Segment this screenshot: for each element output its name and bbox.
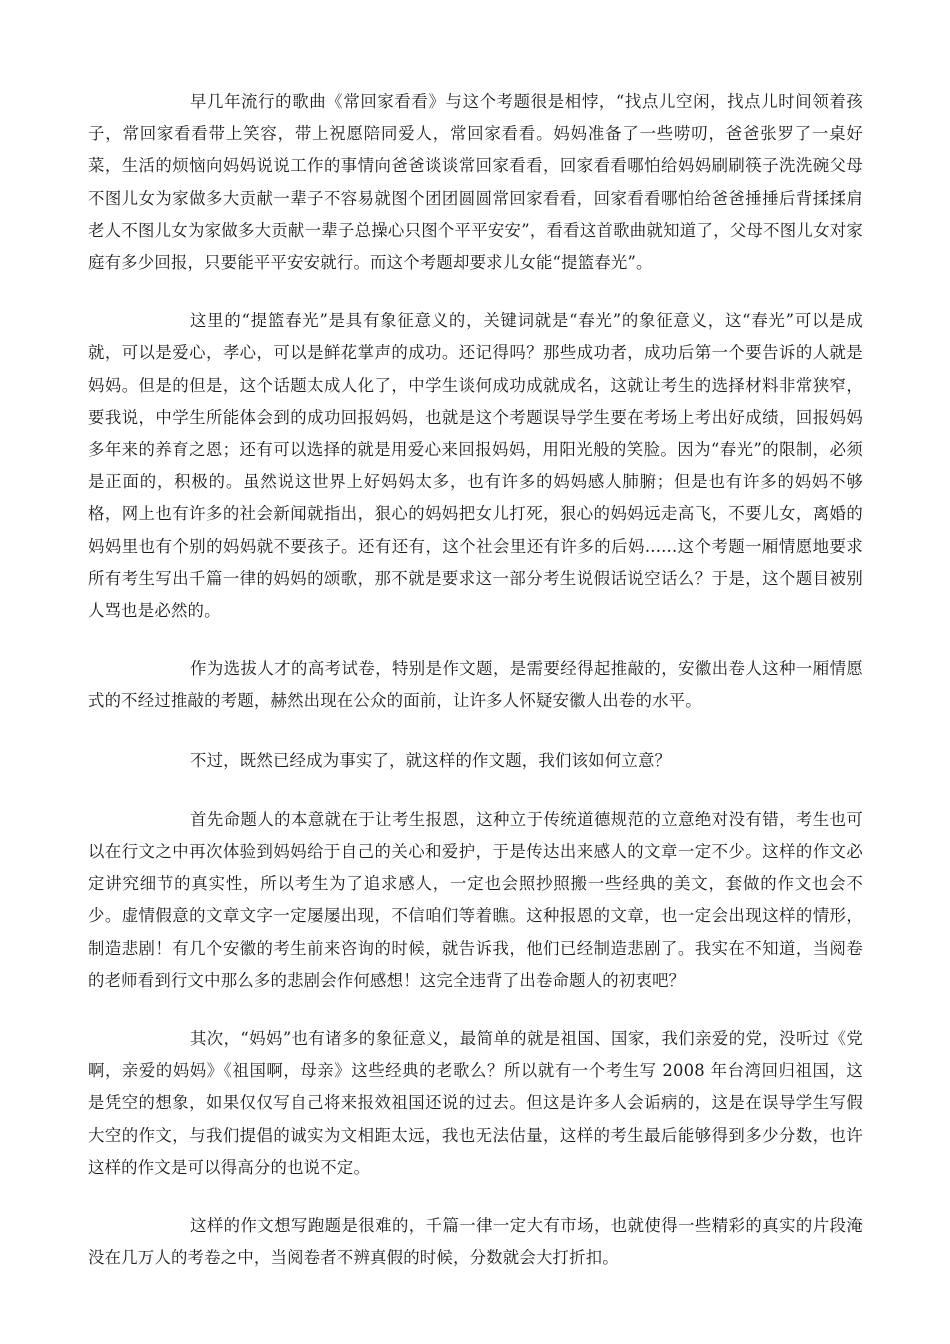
paragraph-spring-light-symbolism: 这里的“提篮春光”是具有象征意义的，关键词就是“春光”的象征意义，这“春光”可以是成就，可以是爱心，孝心，可以是鲜花掌声的成功。还记得吗？那些成功者，成功后第一个要告诉的人就是妈妈。但是的但是，这个话题太成人化了，中学生谈何成功成就成名，这就让考生的选择材料非常狭窄，要我说，中学生所能体会到的成功回报妈妈，也就是这个考题误导学生要在考场上考出好成绩，回报妈妈多年来的养育之恩；还有可以选择的就是用爱心来回报妈妈，用阳光般的笑脸。因为“春光”的限制，必须是正面的，积极的。虽然说这世界上好妈妈太多，也有许多的妈妈感人肺腑；但是也有许多的妈妈不够格，网上也有许多的社会新闻就指出，狠心的妈妈把女儿打死，狠心的妈妈远走高飞，不要儿女，离婚的妈妈里也有个别的妈妈就不要孩子。还有还有，这个社会里还有许多的后妈......这个考题一厢情愿地要求所有考生写出千篇一律的妈妈的颂歌，那不就是要求这一部分考生说假话说空话么？于是，这个题目被别人骂也是必然的。: [88, 311, 863, 621]
article-body: [88, 86, 863, 1275]
paragraph-conclusion: 这样的作文想写跑题是很难的，千篇一律一定大有市场，也就使得一些精彩的真实的片段淹没在几万人的考卷之中，当阅卷者不辨真假的时候，分数就会大打折扣。: [88, 1216, 863, 1268]
paragraph-how-to-approach: 不过，既然已经成为事实了，就这样的作文题，我们该如何立意？: [190, 750, 672, 770]
paragraph-first-gratitude: 首先命题人的本意就在于让考生报恩，这种立于传统道德规范的立意绝对没有错，考生也可以在行文之中再次体验到妈妈给于自己的关心和爱护，于是传达出来感人的文章一定不少。这样的作文必定讲究细节的真实性，所以考生为了追求感人，一定也会照抄照搬一些经典的美文，套做的作文也会不少。虚情假意的文章文字一定屡屡出现，不信咱们等着瞧。这种报恩的文章，也一定会出现这样的情形，制造悲剧！有几个安徽的考生前来咨询的时候，就告诉我，他们已经制造悲剧了。我实在不知道，当阅卷的老师看到行文中那么多的悲剧会作何感想！这完全违背了出卷命题人的初衷吧？: [88, 809, 863, 990]
paragraph-second-motherland: 其次，“妈妈”也有诸多的象征意义，最简单的就是祖国、国家，我们亲爱的党，没听过《党啊，亲爱的妈妈》《祖国啊，母亲》这些经典的老歌么？所以就有一个考生写 2008 年台湾回归祖国，这是凭空的想象，如果仅仅写自己将来报效祖国还说的过去。但这是许多人会诟病的，这是在误导学生写假大空的作文，与我们提倡的诚实为文相距太远，我也无法估量，这样的考生最后能够得到多少分数，也许这样的作文是可以得高分的也说不定。: [88, 1029, 863, 1177]
paragraph-song-comparison: 早几年流行的歌曲《常回家看看》与这个考题很是相悖，“找点儿空闲，找点儿时间领着孩子，常回家看看带上笑容，带上祝愿陪同爱人，常回家看看。妈妈准备了一些唠叨，爸爸张罗了一桌好菜，生活的烦恼向妈妈说说工作的事情向爸爸谈谈常回家看看，回家看看哪怕给妈妈刷刷筷子洗洗碗父母不图儿女为家做多大贡献一辈子不容易就图个团团圆圆常回家看看，回家看看哪怕给爸爸捶捶后背揉揉肩老人不图儿女为家做多大贡献一辈子总操心只图个平平安安”，看看这首歌曲就知道了，父母不图儿女对家庭有多少回报，只要能平平安安就行。而这个考题却要求儿女能“提篮春光”。: [88, 92, 863, 273]
paragraph-exam-quality: 作为选拔人才的高考试卷，特别是作文题，是需要经得起推敲的，安徽出卷人这种一厢情愿式的不经过推敲的考题，赫然出现在公众的面前，让许多人怀疑安徽人出卷的水平。: [88, 659, 863, 711]
